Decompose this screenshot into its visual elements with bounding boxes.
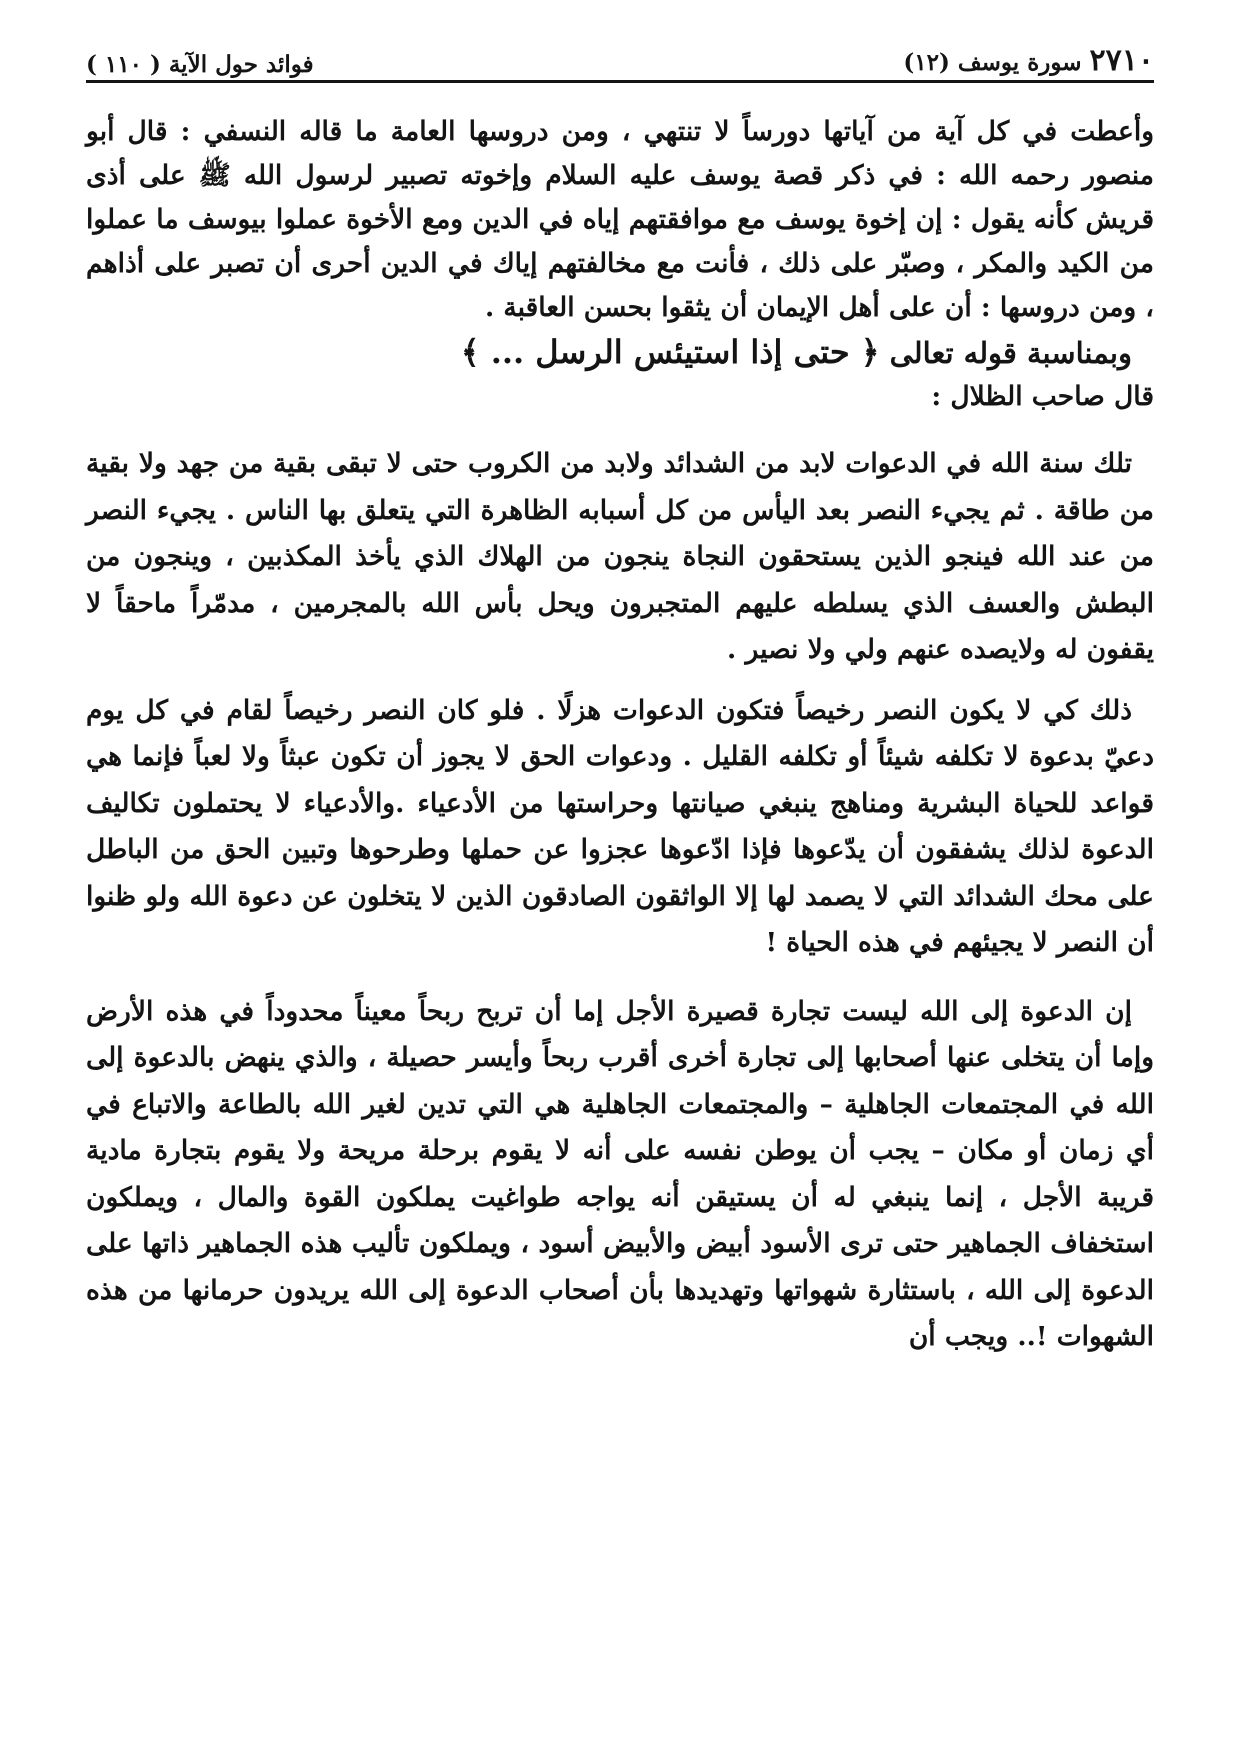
spacer — [86, 674, 1154, 688]
verse-intro: وبمناسبة قوله تعالى — [889, 336, 1132, 370]
header-left — [86, 51, 314, 78]
paragraph-5: ذلك كي لا يكون النصر رخيصاً فتكون الدعوات هزلًا . فلو كان النصر رخيصاً لقام في كل يوم دعيّ بدعوة لا تكلفه شيئاً أو تكلفه القليل . ودعوات الحق لا يجوز أن تكون عبثاً ولا لعباً فإنما هي قواعد للحياة البشرية ومناهج ينبغي صيانتها وحراستها من الأدعياء .والأدعياء لا يحتملون تكاليف الدعوة لذلك يشفقون أن يدّعوها فإذا ادّعوها عجزوا عن حملها وطرحوها وتبين الحق من الباطل على محك الشدائد التي لا يصمد لها إلا الواثقون الصادقون الذين لا يتخلون عن دعوة الله ولو ظنوا أن النصر لا يجيئهم في هذه الحياة ! — [86, 694, 1154, 958]
page-body — [86, 110, 1154, 1361]
running-header — [86, 38, 1154, 78]
surah-number: (١٢) — [903, 49, 950, 76]
quote-block — [86, 441, 1154, 1361]
header-rule — [86, 80, 1154, 83]
paragraph-6: إن الدعوة إلى الله ليست تجارة قصيرة الأجل إما أن تربح ربحاً معيناً محدوداً في هذه الأرض وإما أن يتخلى عنها أصحابها إلى تجارة أخرى أقرب ربحاً وأيسر حصيلة ، والذي ينهض بالدعوة إلى الله في المجتمعات الجاهلية – والمجتمعات الجاهلية هي التي تدين لغير الله بالطاعة والاتباع في أي زمان أو مكان – يجب أن يوطن نفسه على أنه لا يقوم برحلة مريحة ولا يقوم بتجارة مادية قريبة الأجل ، إنما ينبغي له أن يستيقن أنه يواجه طواغيت يملكون القوة والمال ، ويملكون استخفاف الجماهير حتى ترى الأسود أبيض والأبيض أسود ، ويملكون تأليب هذه الجماهير ذاتها على الدعوة إلى الله ، باستثارة شهواتها وتهديدها بأن أصحاب الدعوة إلى الله يريدون حرمانها من هذه الشهوات !.. ويجب أن — [86, 995, 1154, 1352]
spacer — [86, 419, 1154, 441]
quran-verse: ﴿ حتى إذا استيئس الرسل ... ﴾ — [460, 333, 880, 371]
section-title: فوائد حول الآية ( ١١٠ ) — [86, 51, 314, 78]
header-right — [903, 43, 1154, 78]
paragraph-4: تلك سنة الله في الدعوات لابد من الشدائد ولابد من الكروب حتى لا تبقى بقية من جهد ولا بقية من طاقة . ثم يجيء النصر بعد اليأس من كل أسبابه الظاهرة التي يتعلق بها الناس . يجيء النصر من عند الله فينجو الذين يستحقون النجاة ينجون من الهلاك الذي يأخذ المكذبين ، وينجون من البطش والعسف الذي يسلطه عليهم المتجبرون ويحل بأس الله بالمجرمين ، مدمّراً ماحقاً لا يقفون له ولايصده عنهم ولي ولا نصير . — [86, 448, 1154, 665]
page-number: ٢٧١٠ — [1089, 43, 1154, 78]
paragraph-1: وأعطت في كل آية من آياتها دورساً لا تنتهي ، ومن دروسها العامة ما قاله النسفي : قال أبو منصور رحمه الله : في ذكر قصة يوسف عليه السلام وإخوته تصبير لرسول الله ﷺ على أذى قريش كأنه يقول : إن إخوة يوسف مع موافقتهم إياه في الدين ومع الأخوة عملوا بيوسف ما عملوا من الكيد والمكر ، وصبّر على ذلك ، فأنت مع مخالفتهم إياك في الدين أحرى أن تصبر على أذاهم ، ومن دروسها : أن على أهل الإيمان أن يثقوا بحسن العاقبة . — [86, 116, 1154, 323]
surah-name: سورة يوسف — [957, 49, 1082, 76]
spacer — [86, 967, 1154, 989]
quote-attribution: قال صاحب الظلال : — [931, 381, 1154, 412]
verse-line — [86, 330, 1154, 375]
